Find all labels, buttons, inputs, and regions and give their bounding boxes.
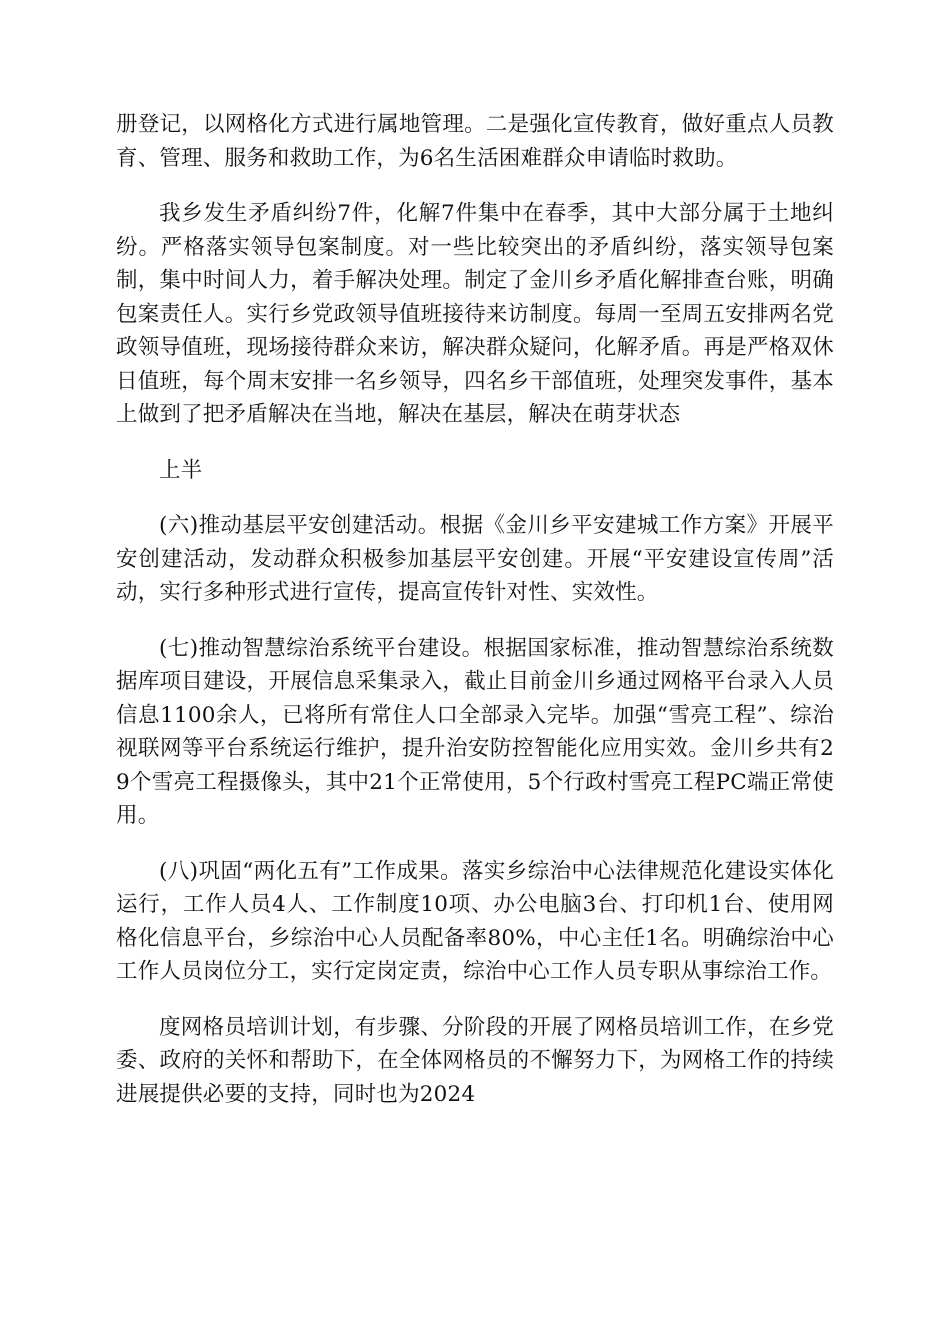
- paragraph-fragment: 上半: [159, 457, 203, 483]
- paragraph-training: 度网格员培训计划，有步骤、分阶段的开展了网格员培训工作，在乡党委、政府的关怀和帮助下，在全体网格员的不懈努力下，为网格工作的持续进展提供必要的支持，同时也为2024: [116, 1014, 834, 1107]
- paragraph-disputes: 我乡发生矛盾纠纷7件，化解7件集中在春季，其中大部分属于土地纠纷。严格落实领导包案制度。对一些比较突出的矛盾纠纷，落实领导包案制，集中时间人力，着手解决处理。制定了金川乡矛盾化解排查台账，明确包案责任人。实行乡党政领导值班接待来访制度。每周一至周五安排两名党政领导值班，现场接待群众来访，解决群众疑问，化解矛盾。再是严格双休日值班，每个周末安排一名乡领导，四名乡干部值班，处理突发事件，基本上做到了把矛盾解决在当地，解决在基层，解决在萌芽状态: [116, 201, 834, 427]
- paragraph-section-6: (六)推动基层平安创建活动。根据《金川乡平安建城工作方案》开展平安创建活动，发动群众积极参加基层平安创建。开展“平安建设宣传周”活动，实行多种形式进行宣传，提高宣传针对性、实效性。: [116, 513, 834, 605]
- paragraph-section-8: (八)巩固“两化五有”工作成果。落实乡综治中心法律规范化建设实体化运行，工作人员4人、工作制度10项、办公电脑3台、打印机1台、使用网格化信息平台，乡综治中心人员配备率80%，中心主任1名。明确综治中心工作人员岗位分工，实行定岗定责，综治中心工作人员专职从事综治工作。: [116, 858, 834, 984]
- document-body: [116, 108, 834, 1133]
- paragraph-continuation: 册登记，以网格化方式进行属地管理。二是强化宣传教育，做好重点人员教育、管理、服务和救助工作，为6名生活困难群众申请临时救助。: [116, 112, 834, 171]
- paragraph-section-7: (七)推动智慧综治系统平台建设。根据国家标准，推动智慧综治系统数据库项目建设，开展信息采集录入，截止目前金川乡通过网格平台录入人员信息1100余人，已将所有常住人口全部录入完毕。加强“雪亮工程”、综治视联网等平台系统运行维护，提升治安防控智能化应用实效。金川乡共有29个雪亮工程摄像头，其中21个正常使用，5个行政村雪亮工程PC端正常使用。: [116, 635, 834, 828]
